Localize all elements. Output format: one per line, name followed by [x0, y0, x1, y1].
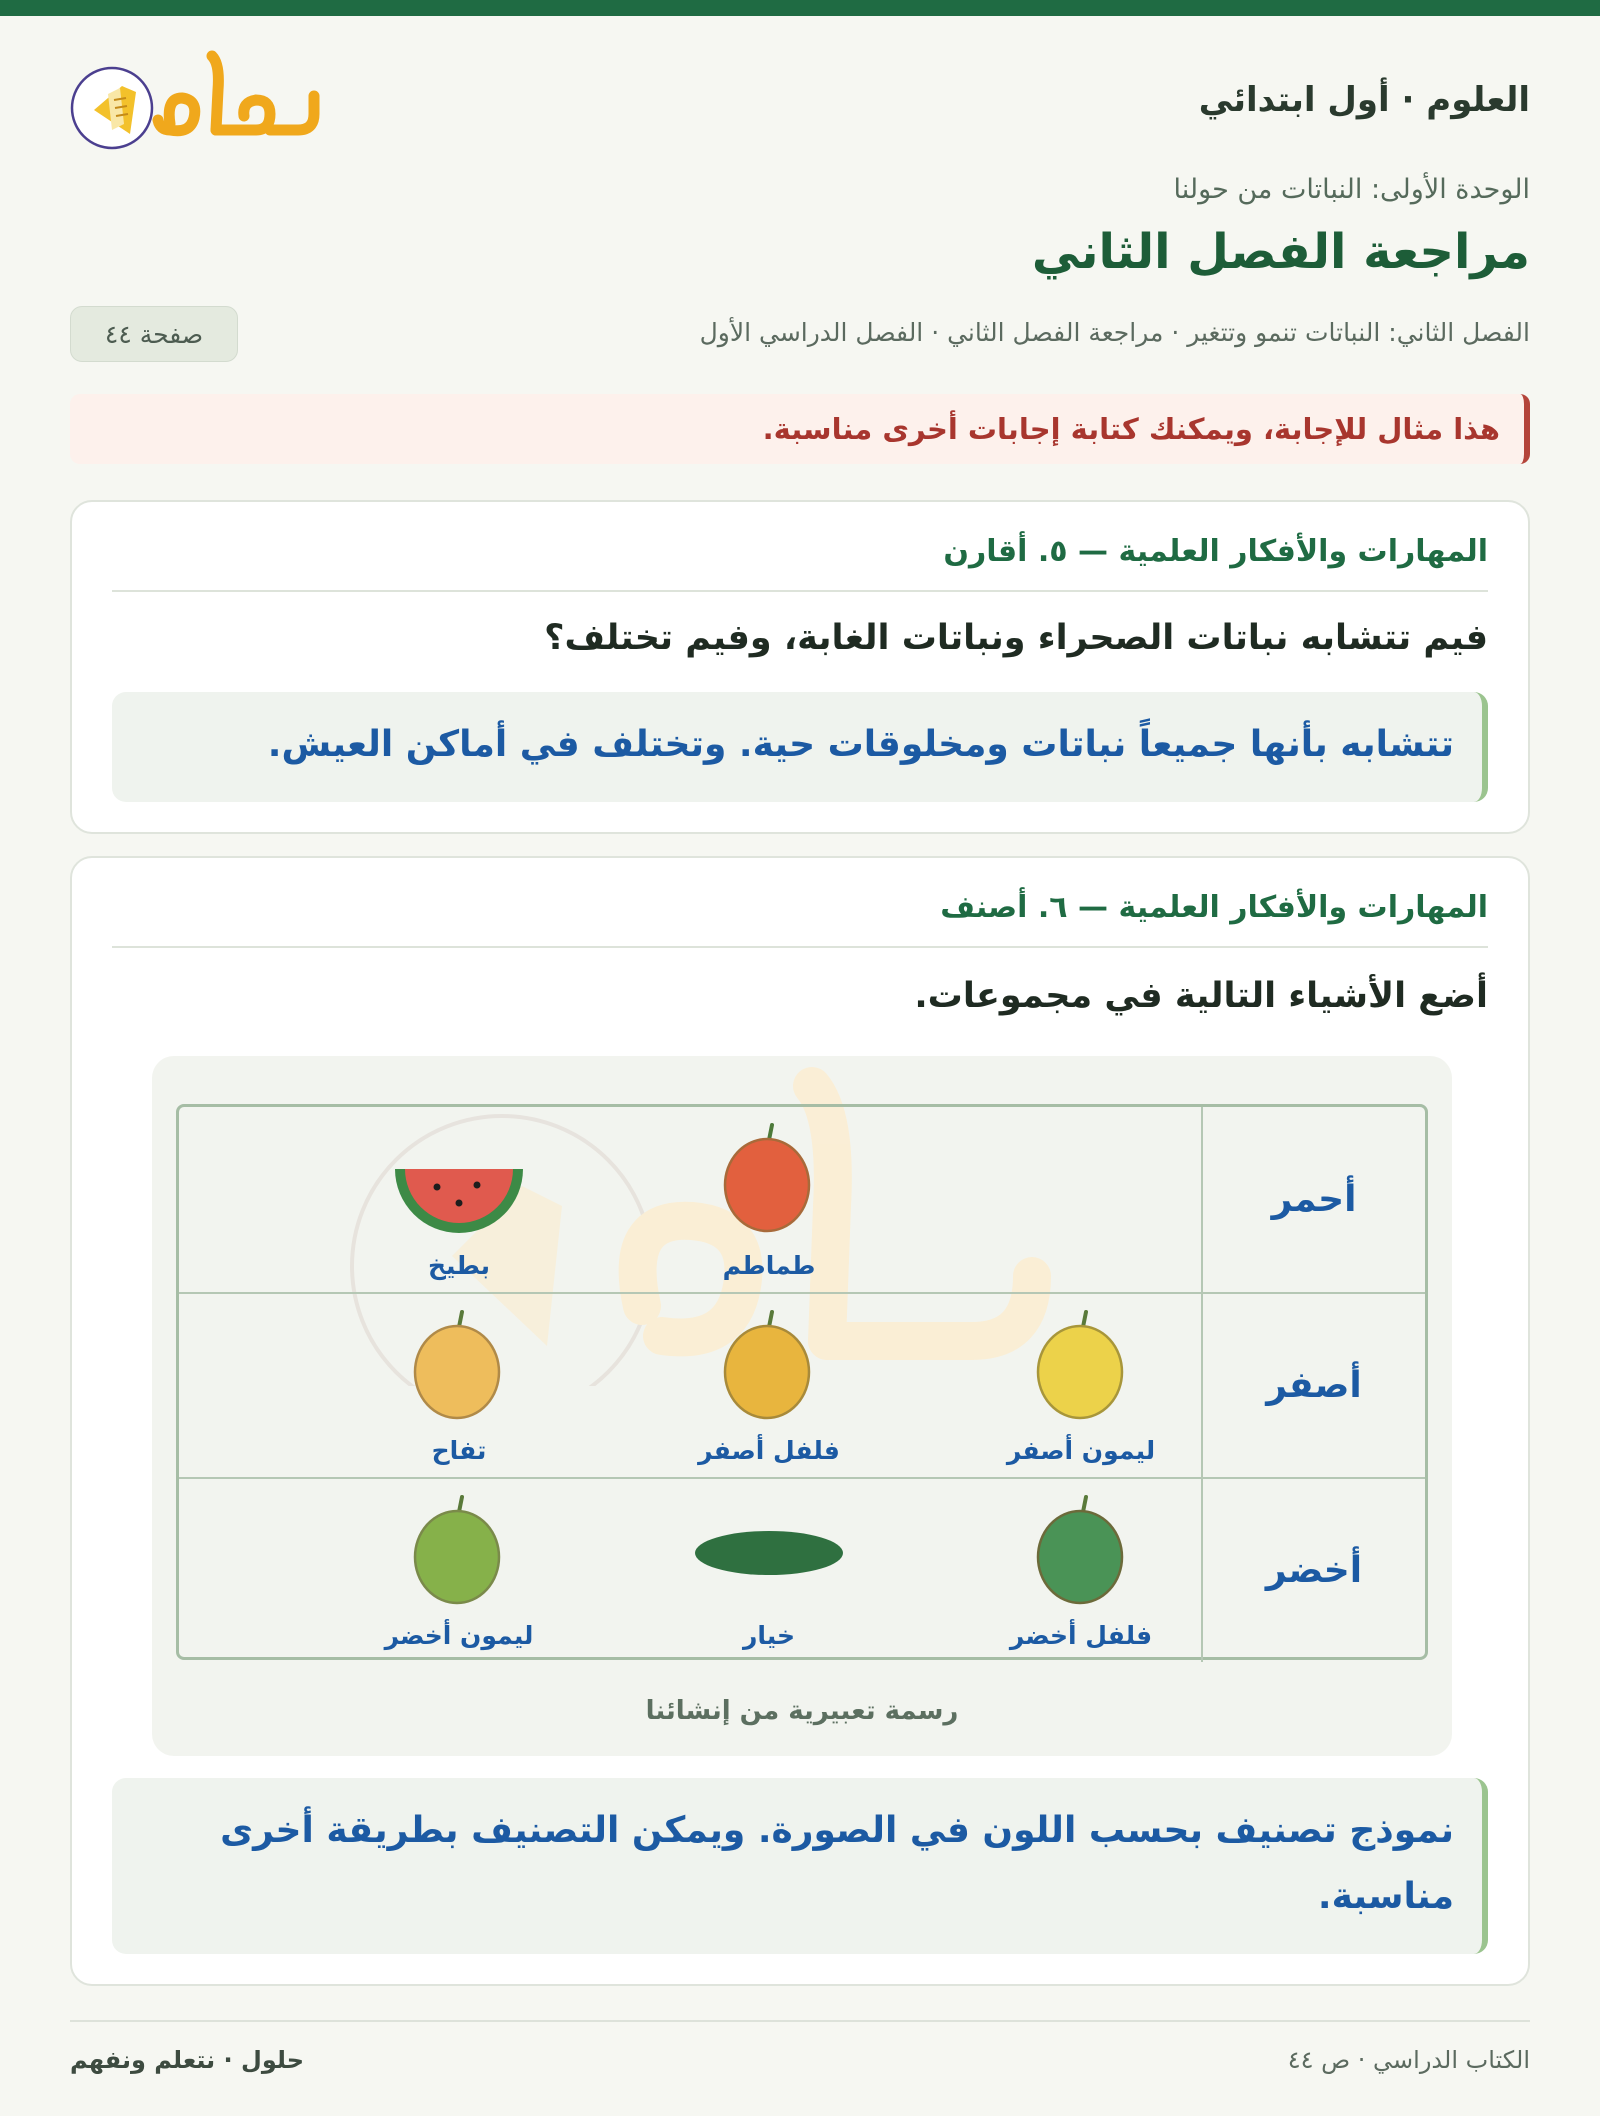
list-item [659, 1479, 879, 1662]
question-card-classify [70, 856, 1530, 1986]
subject-grade-title: العلوم · أول ابتدائي [1198, 80, 1530, 120]
question-card-compare [70, 500, 1530, 834]
section-heading: المهارات والأفكار العلمية — ٥. أقارن [112, 534, 1488, 592]
footer-brand: حلول · نتعلم ونفهم [70, 2046, 304, 2074]
list-item [659, 1294, 879, 1477]
example-answer-notice: هذا مثال للإجابة، ويمكنك كتابة إجابات أخرى مناسبة. [70, 394, 1530, 464]
footer-book-page: الكتاب الدراسي · ص ٤٤ [1287, 2046, 1530, 2074]
table-row [179, 1477, 1425, 1662]
top-accent-bar [0, 0, 1600, 16]
hulul-logo[interactable] [70, 44, 330, 154]
figure-caption: رسمة تعبيرية من إنشائنا [645, 1696, 959, 1726]
green-pepper-icon [1026, 1489, 1136, 1609]
apple-icon [404, 1304, 514, 1424]
answer-box: تتشابه بأنها جميعاً نباتات ومخلوقات حية. وتختلف في أماكن العيش. [112, 692, 1488, 802]
page-title: مراجعة الفصل الثاني [1031, 224, 1530, 280]
tomato-icon [714, 1117, 824, 1237]
item-label: بطيخ [428, 1251, 490, 1280]
classification-table [176, 1104, 1428, 1660]
page-header [70, 44, 1530, 144]
list-item [349, 1479, 569, 1662]
yellow-pepper-icon [714, 1304, 824, 1424]
answer-box: نموذج تصنيف بحسب اللون في الصورة. ويمكن التصنيف بطريقة أخرى مناسبة. [112, 1778, 1488, 1954]
classification-figure [152, 1056, 1452, 1756]
table-row [179, 1107, 1425, 1292]
list-item [971, 1294, 1191, 1477]
list-item [349, 1107, 569, 1292]
footer-divider [70, 2020, 1530, 2022]
group-label-red: أحمر [1201, 1107, 1425, 1292]
item-label: فلفل أصفر [698, 1436, 840, 1465]
item-label: ليمون أخضر [384, 1621, 534, 1650]
item-label: خيار [742, 1621, 795, 1650]
question-text: فيم تتشابه نباتات الصحراء ونباتات الغابة، وفيم تختلف؟ [544, 618, 1488, 658]
watermelon-icon [389, 1117, 529, 1237]
item-label: تفاح [431, 1436, 487, 1465]
page-number-badge: صفحة ٤٤ [70, 306, 238, 362]
yellow-lemon-icon [1026, 1304, 1136, 1424]
unit-title: الوحدة الأولى: النباتات من حولنا [1173, 174, 1530, 205]
item-label: ليمون أصفر [1006, 1436, 1156, 1465]
section-heading: المهارات والأفكار العلمية — ٦. أصنف [112, 890, 1488, 948]
item-label: فلفل أخضر [1009, 1621, 1153, 1650]
list-item [349, 1294, 569, 1477]
item-label: طماطم [722, 1251, 816, 1280]
cucumber-icon [689, 1489, 849, 1609]
list-item [971, 1479, 1191, 1662]
lime-icon [404, 1489, 514, 1609]
question-text: أضع الأشياء التالية في مجموعات. [914, 976, 1488, 1016]
list-item [659, 1107, 879, 1292]
breadcrumb: الفصل الثاني: النباتات تنمو وتتغير · مراجعة الفصل الثاني · الفصل الدراسي الأول [699, 318, 1530, 347]
group-label-green: أخضر [1201, 1479, 1425, 1662]
group-label-yellow: أصفر [1201, 1294, 1425, 1477]
table-row [179, 1292, 1425, 1477]
